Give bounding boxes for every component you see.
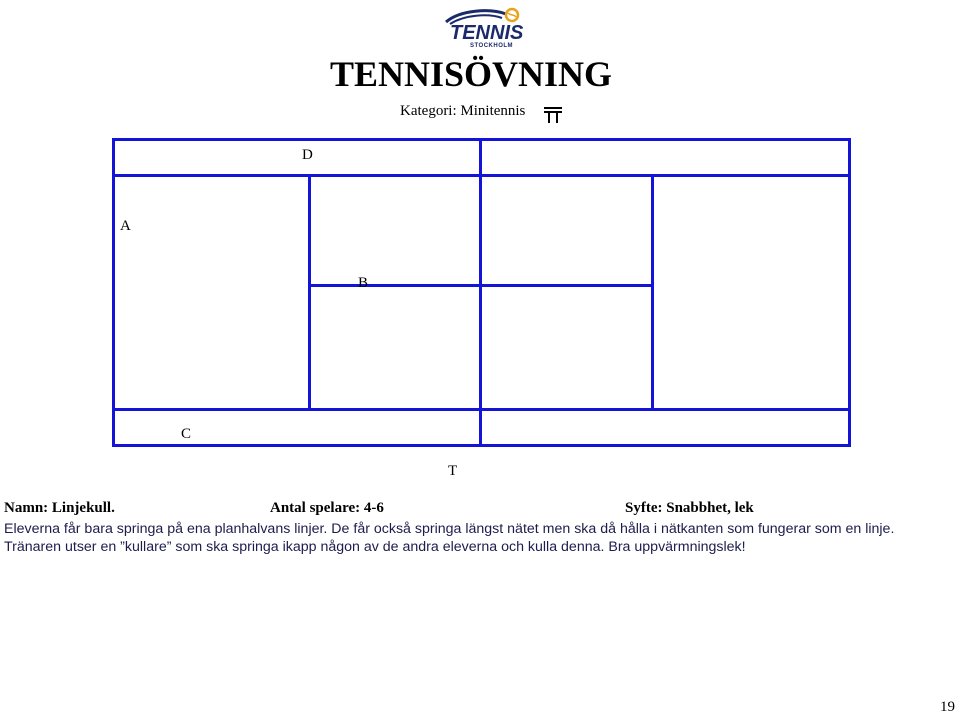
service-line-right bbox=[651, 174, 654, 411]
court-diagram bbox=[112, 138, 851, 447]
table-tennis-icon bbox=[543, 104, 563, 124]
description-line-2: Tränaren utser en ”kullare” som ska springa ikapp någon av de andra eleverna och kulla denna. Bra uppvärmningslek! bbox=[4, 539, 746, 555]
marker-c: C bbox=[181, 426, 192, 442]
exercise-name: Namn: Linjekull. bbox=[4, 500, 115, 516]
marker-d: D bbox=[302, 147, 313, 163]
marker-b: B bbox=[358, 275, 369, 291]
court-right-line bbox=[848, 138, 851, 447]
marker-t: T bbox=[448, 463, 458, 479]
net-line bbox=[479, 138, 482, 447]
player-count: Antal spelare: 4-6 bbox=[270, 500, 384, 516]
exercise-description bbox=[4, 520, 956, 556]
marker-a: A bbox=[120, 218, 131, 234]
page-number: 19 bbox=[940, 699, 955, 715]
category-label: Kategori: Minitennis bbox=[400, 103, 526, 119]
logo-wordmark: TENNIS bbox=[450, 22, 524, 44]
info-row bbox=[0, 501, 959, 519]
tennis-stockholm-logo bbox=[440, 6, 530, 52]
page-title: TENNISÖVNING bbox=[330, 54, 613, 94]
logo-subtitle: STOCKHOLM bbox=[470, 43, 514, 49]
court-left-line bbox=[112, 138, 115, 447]
description-line-1: Eleverna får bara springa på ena planhalvans linjer. De får också springa längst nätet men ska då hålla i nätkanten som fungerar som en linje. bbox=[4, 521, 895, 537]
service-line-left bbox=[308, 174, 311, 411]
exercise-purpose: Syfte: Snabbhet, lek bbox=[625, 500, 754, 516]
